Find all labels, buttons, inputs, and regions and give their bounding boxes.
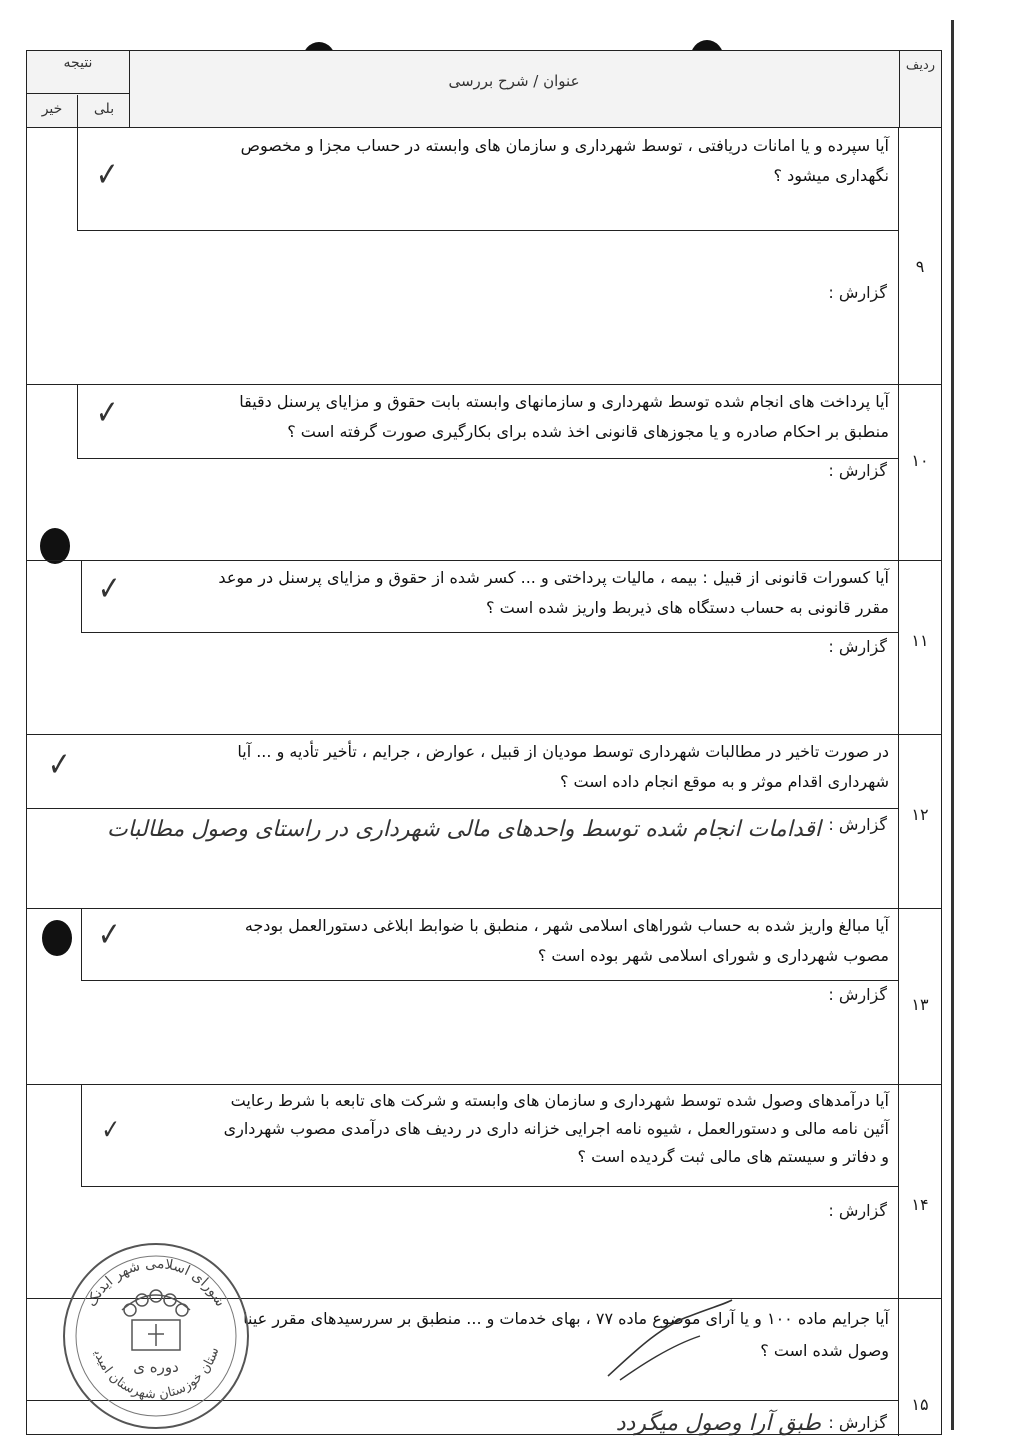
check-mark-yes: ✓ xyxy=(97,569,121,609)
handwritten-report: طبق آرا وصول میگردد xyxy=(615,1411,821,1436)
row-number: ۱۵ xyxy=(911,1395,929,1414)
checklist-row-11 xyxy=(27,561,941,735)
question-line-2: آئین نامه مالی و دستورالعمل ، شیوه نامه اجرایی خزانه داری در ردیف های درآمدی مصوب شهرداری xyxy=(223,1119,889,1138)
result-header-divider xyxy=(27,93,129,94)
stamp-emblem xyxy=(122,1290,190,1350)
question-line-2: شهرداری اقدام موثر و به موقع انجام داده است ؟ xyxy=(559,772,889,791)
report-label: گزارش : xyxy=(828,1201,887,1220)
question-line-1: آیا مبالغ واریز شده به حساب شوراهای اسلامی شهر ، منطبق با ضوابط ابلاغی دستورالعمل بودجه xyxy=(244,916,889,935)
row-number-cell xyxy=(898,1299,941,1436)
question-text xyxy=(243,1303,889,1367)
row-number: ۱۱ xyxy=(911,631,929,650)
question-text xyxy=(239,387,889,447)
row-number-cell xyxy=(898,385,941,560)
question-text xyxy=(218,563,889,623)
question-line-1: آیا درآمدهای وصول شده توسط شهرداری و سازمان های وابسته و شرکت های تابعه با شرط رعایت xyxy=(230,1091,889,1110)
question-text xyxy=(224,1087,889,1171)
stamp-outer-text: شورای اسلامی شهر ایدنک xyxy=(83,1255,229,1310)
checklist-row-13 xyxy=(27,909,941,1085)
check-mark-yes: ✓ xyxy=(101,1113,121,1146)
result-column-header xyxy=(27,51,130,127)
row-number: ۱۴ xyxy=(911,1195,929,1214)
signature xyxy=(600,1296,740,1386)
question-line-2: مقرر قانونی به حساب دستگاه های ذیربط واریز شده است ؟ xyxy=(486,598,889,617)
row-number-cell xyxy=(898,1085,941,1298)
checklist-row-9 xyxy=(27,127,941,385)
question-text xyxy=(237,737,889,797)
question-line-1: آیا جرایم ماده ۱۰۰ و یا آرای موضوع ماده ۷۷ ، بهای خدمات و ... منطبق بر سررسیدهای مقرر عینا xyxy=(243,1309,889,1328)
question-line-1: آیا کسورات قانونی از قبیل : بیمه ، مالیات پرداختی و ... کسر شده از حقوق و مزایای پرسنل در موعد xyxy=(218,568,889,587)
check-mark-yes: ✓ xyxy=(95,155,119,195)
check-mark-yes: ✓ xyxy=(95,393,119,433)
question-line-2: وصول شده است ؟ xyxy=(760,1341,889,1360)
row-number: ۱۰ xyxy=(911,451,929,470)
stamp-bottom-text: ستان خوزستان شهرستان امیدی xyxy=(90,1345,223,1403)
checklist-row-12 xyxy=(27,735,941,909)
report-label: گزارش : xyxy=(828,815,887,834)
question-text xyxy=(241,131,889,191)
official-stamp xyxy=(60,1240,252,1432)
question-line-2: منطبق بر احکام صادره و یا مجوزهای قانونی اخذ شده برای بکارگیری صورت گرفته است ؟ xyxy=(287,422,889,441)
row-number-column-header: ردیف xyxy=(899,51,941,127)
report-label: گزارش : xyxy=(828,985,887,1004)
question-line-1: آیا سپرده و یا امانات دریافتی ، توسط شهرداری و سازمان های وابسته در حساب مجزا و مخصوص xyxy=(240,136,889,155)
no-column-header: خیر xyxy=(41,101,63,117)
question-line-2: نگهداری میشود ؟ xyxy=(773,166,889,185)
question-line-3: و دفاتر و سیستم های مالی ثبت گردیده است ؟ xyxy=(577,1147,889,1166)
yes-column-header: بلی xyxy=(77,95,130,127)
checklist-row-10 xyxy=(27,385,941,561)
question-text xyxy=(245,911,889,971)
stamp-inner-text: دوره ی xyxy=(133,1358,179,1376)
question-line-2: مصوب شهرداری و شورای اسلامی شهر بوده است ؟ xyxy=(537,946,889,965)
check-mark-no: ✓ xyxy=(47,745,71,785)
report-label: گزارش : xyxy=(828,1413,887,1432)
question-line-1: آیا پرداخت های انجام شده توسط شهرداری و سازمانهای وابسته بابت حقوق و مزایای پرسنل دقیقا xyxy=(239,392,889,411)
title-column-header: عنوان / شرح بررسی xyxy=(448,72,580,90)
row-number: ۱۳ xyxy=(911,995,929,1014)
page-edge-shadow xyxy=(951,20,954,1430)
report-label: گزارش : xyxy=(828,461,887,480)
report-label: گزارش : xyxy=(828,637,887,656)
checklist-table xyxy=(26,50,942,1435)
table-header xyxy=(27,51,941,128)
report-label: گزارش : xyxy=(828,283,887,302)
handwritten-report: اقدامات انجام شده توسط واحدهای مالی شهرداری در راستای وصول مطالبات xyxy=(107,817,821,842)
row-number-cell xyxy=(898,127,941,384)
question-line-1: در صورت تاخیر در مطالبات شهرداری توسط مودیان از قبیل ، عوارض ، جرایم ، تأخیر تأدیه و ... آیا xyxy=(237,742,889,761)
check-mark-yes: ✓ xyxy=(97,915,121,955)
row-number: ۹ xyxy=(915,257,925,276)
result-header-label: نتیجه xyxy=(63,55,93,71)
row-number: ۱۲ xyxy=(911,805,929,824)
